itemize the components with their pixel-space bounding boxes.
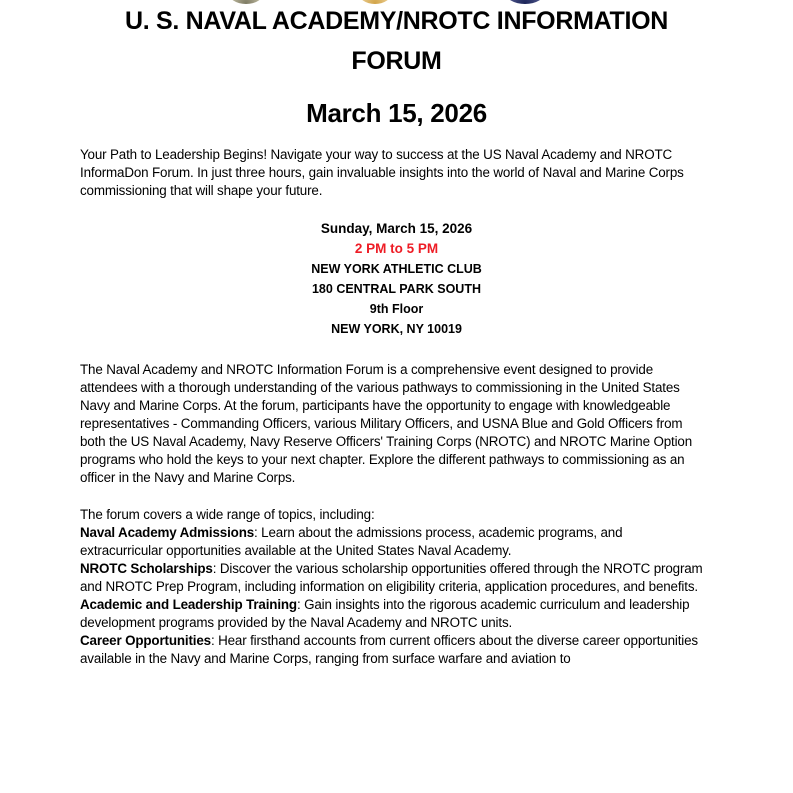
event-day: Sunday, March 15, 2026: [320, 221, 473, 236]
event-date-heading: March 15, 2026: [306, 98, 487, 128]
event-venue: NEW YORK ATHLETIC CLUB: [311, 262, 482, 276]
topic-item: [80, 524, 705, 560]
topic-title: NROTC Scholarships: [80, 561, 213, 576]
seal-icon: [358, 0, 392, 4]
event-details: [0, 219, 793, 339]
topic-title: Naval Academy Admissions: [80, 525, 255, 540]
topic-item: [80, 596, 705, 632]
event-city: NEW YORK, NY 10019: [331, 322, 462, 336]
seal-icon: [228, 0, 264, 4]
intro-paragraph: Your Path to Leadership Begins! Navigate your way to success at the US Naval Academy and NROTC InformaDon Forum. In just three hours, gain invaluable insights into the world of Naval and Marine Corps commissioning that will shape your future.: [80, 147, 684, 198]
topic-text: : Discover the various scholarship opportunities offered through the NROTC program and NROTC Prep Program, including information on eligibility criteria, application procedures, and benefits.: [80, 561, 703, 594]
topic-text: : Gain insights into the rigorous academic curriculum and leadership development programs provided by the Naval Academy and NROTC units.: [80, 597, 690, 630]
topic-item: [80, 560, 705, 596]
topic-title: Career Opportunities: [80, 633, 211, 648]
topic-text: : Learn about the admissions process, academic programs, and extracurricular opportunities available at the United States Naval Academy.: [80, 525, 623, 558]
description-paragraph: The Naval Academy and NROTC Information Forum is a comprehensive event designed to provide attendees with a thorough understanding of the various pathways to commissioning in the United States Navy and Marine Corps. At the forum, participants have the opportunity to engage with knowledgeable representatives - Commanding Officers, various Military Officers, and USNA Blue and Gold Officers from both the US Naval Academy, Navy Reserve Officers' Training Corps (NROTC) and NROTC Marine Option programs who hold the keys to your next chapter. Explore the different pathways to commissioning as an officer in the Navy and Marine Corps.: [80, 362, 693, 485]
event-address: 180 CENTRAL PARK SOUTH: [311, 282, 481, 296]
topic-title: Academic and Leadership Training: [80, 597, 297, 612]
logo-strip: [0, 0, 793, 6]
event-time: 2 PM to 5 PM: [354, 241, 439, 256]
seal-icon: [505, 0, 545, 4]
topic-text: : Hear firsthand accounts from current officers about the diverse career opportunities available in the Navy and Marine Corps, ranging from surface warfare and aviation to: [80, 633, 698, 666]
page-title-continued: FORUM: [351, 47, 442, 75]
event-floor: 9th Floor: [369, 302, 424, 316]
topic-item: [80, 632, 705, 668]
topics-intro: The forum covers a wide range of topics, including:: [80, 507, 375, 522]
page-title: U. S. NAVAL ACADEMY/NROTC INFORMATION: [124, 7, 669, 35]
topics-list: [80, 524, 705, 668]
